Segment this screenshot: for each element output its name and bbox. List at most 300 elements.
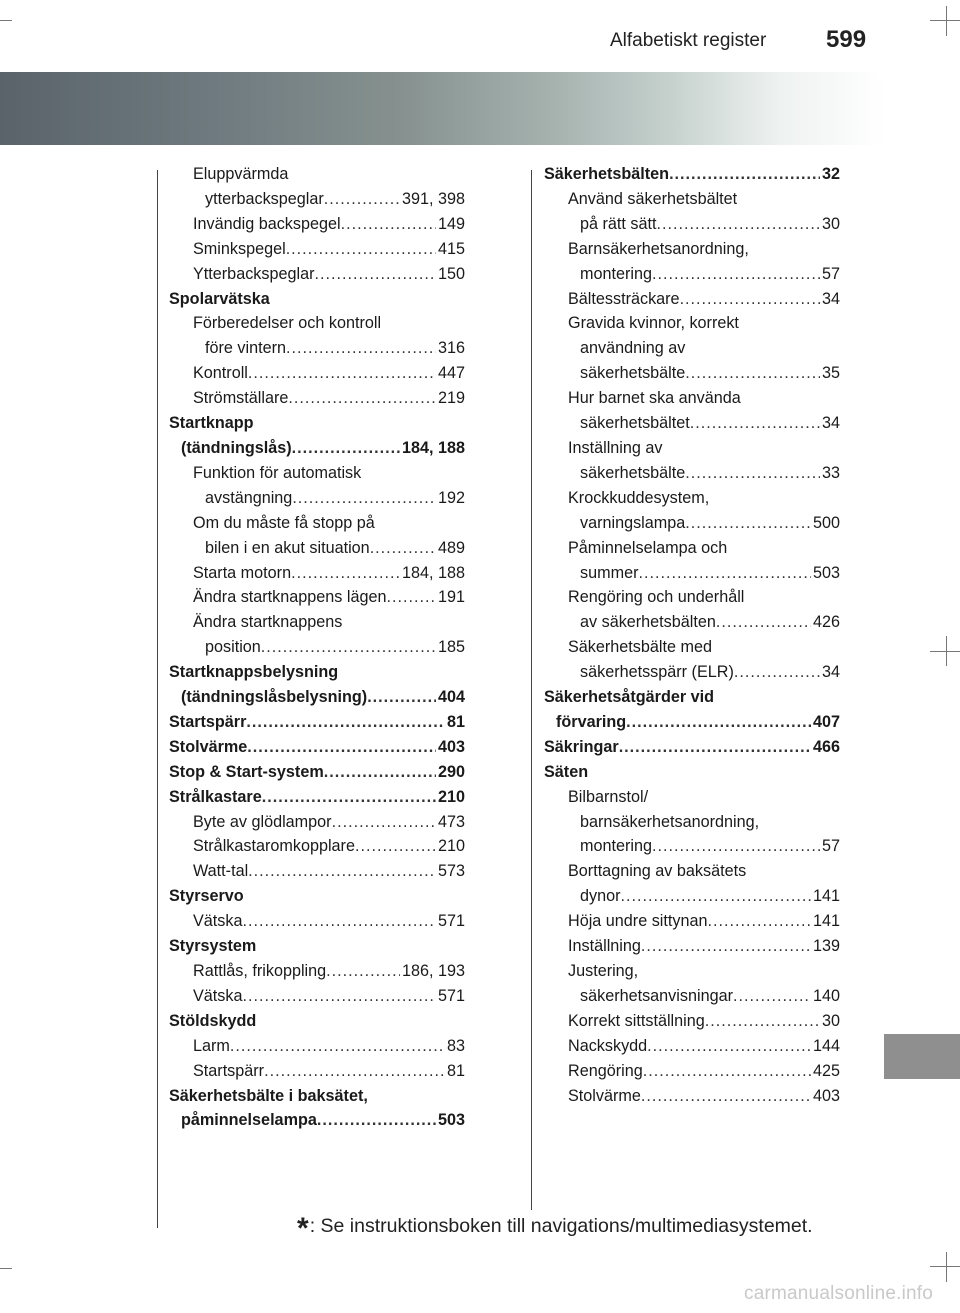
index-entry-sub xyxy=(544,1059,840,1084)
index-entry-term: Kontroll xyxy=(193,364,248,383)
dot-leader xyxy=(324,187,400,212)
index-entry-line xyxy=(568,834,840,859)
page-reference: 191 xyxy=(437,588,465,607)
dot-leader xyxy=(264,1059,445,1084)
page-reference: 33 xyxy=(821,463,840,482)
index-entry-main xyxy=(169,785,465,810)
index-entry-term: (tändningslåsbelysning) xyxy=(181,688,368,707)
page-reference: 186, 193 xyxy=(401,962,465,980)
dot-leader xyxy=(288,386,436,411)
index-entry-line xyxy=(568,1059,840,1084)
index-entry-term: position xyxy=(205,638,261,657)
index-entry-sub xyxy=(169,1034,465,1059)
index-entry-line xyxy=(568,785,840,810)
index-entry-term: Rengöring och underhåll xyxy=(568,588,745,607)
index-entry-sub xyxy=(544,909,840,934)
index-entry-line xyxy=(193,461,465,486)
page-reference: 426 xyxy=(812,613,840,632)
index-entry-term: Strålkastaromkopplare xyxy=(193,837,355,856)
dot-leader xyxy=(638,561,811,586)
index-entry-line xyxy=(193,536,465,561)
dot-leader xyxy=(733,984,811,1009)
index-entry-line xyxy=(193,1059,465,1084)
page-reference: 489 xyxy=(437,538,465,557)
index-entry-line xyxy=(193,386,465,411)
index-entry-line xyxy=(544,710,840,735)
index-entry-line xyxy=(193,909,465,934)
index-entry-line xyxy=(193,561,465,586)
index-entry-term: avstängning xyxy=(205,488,293,507)
page-reference: 30 xyxy=(821,214,840,233)
index-entry-sub xyxy=(169,262,465,287)
index-entry-term: Startknappsbelysning xyxy=(169,663,339,682)
index-entry-sub xyxy=(169,386,465,411)
index-entry-term: barnsäkerhetsanordning, xyxy=(580,812,760,831)
index-entry-sub xyxy=(169,311,465,361)
index-entry-sub xyxy=(169,959,465,984)
index-entry-line xyxy=(193,336,465,361)
index-entry-main xyxy=(544,162,840,187)
index-entry-term: Strömställare xyxy=(193,389,289,408)
index-entry-term: Starta motorn xyxy=(193,563,292,582)
index-entry-term: Om du måste få stopp på xyxy=(193,513,375,532)
page-reference: 210 xyxy=(437,837,465,856)
index-entry-term: Justering, xyxy=(568,962,639,980)
index-entry-line xyxy=(568,436,840,461)
page-reference: 403 xyxy=(812,1086,840,1105)
page-reference: 139 xyxy=(812,937,840,956)
index-entry-line xyxy=(193,486,465,511)
dot-leader xyxy=(641,1084,811,1109)
page-reference: 404 xyxy=(437,688,465,707)
dot-leader xyxy=(669,162,820,187)
index-entry-main xyxy=(169,660,465,710)
dot-leader xyxy=(262,785,436,810)
page-reference: 81 xyxy=(446,1061,465,1080)
index-entry-term: Krockkuddesystem, xyxy=(568,488,710,507)
index-entry-term: Borttagning av baksätets xyxy=(568,862,747,881)
index-entry-term: bilen i en akut situation xyxy=(205,538,370,557)
dot-leader xyxy=(619,735,811,760)
crop-mark xyxy=(930,1266,960,1267)
index-entry-term: Inställning xyxy=(568,937,641,956)
section-tab-marker xyxy=(884,1034,960,1079)
index-entry-term: Stöldskydd xyxy=(169,1011,257,1030)
crop-mark xyxy=(0,1268,12,1269)
dot-leader xyxy=(246,710,445,735)
index-entry-sub xyxy=(169,461,465,511)
index-entry-sub xyxy=(544,436,840,486)
index-entry-term: Startspärr xyxy=(169,712,247,731)
dot-leader xyxy=(292,436,400,461)
index-entry-term: användning av xyxy=(580,339,686,358)
dot-leader xyxy=(326,959,400,984)
index-entry-line xyxy=(193,511,465,536)
page-reference: 30 xyxy=(821,1011,840,1030)
index-entry-term: Säkerhetsbälte i baksätet, xyxy=(169,1086,368,1105)
dot-leader xyxy=(341,212,436,237)
page-reference: 571 xyxy=(437,912,465,931)
index-entry-sub xyxy=(544,934,840,959)
index-entry-term: Stolvärme xyxy=(568,1086,641,1105)
index-entry-line xyxy=(568,386,840,411)
index-entry-term: på rätt sätt xyxy=(580,214,657,233)
index-entry-term: Stolvärme xyxy=(169,737,248,756)
page-reference: 219 xyxy=(437,389,465,408)
index-entry-line xyxy=(568,511,840,536)
index-entry-term: Säkringar xyxy=(544,737,619,756)
crop-mark xyxy=(930,20,960,21)
page-reference: 571 xyxy=(437,986,465,1005)
index-entry-term: Byte av glödlampor xyxy=(193,812,332,831)
index-entry-line xyxy=(169,884,465,909)
index-entry-sub xyxy=(169,561,465,586)
dot-leader xyxy=(707,909,811,934)
page-reference: 503 xyxy=(437,1111,465,1130)
index-entry-main xyxy=(169,1009,465,1034)
index-column-left xyxy=(169,162,465,1133)
index-entry-line xyxy=(568,610,840,635)
index-entry-sub xyxy=(544,287,840,312)
index-entry-main xyxy=(544,735,840,760)
index-entry-term: Gravida kvinnor, korrekt xyxy=(568,314,739,333)
index-entry-sub xyxy=(544,311,840,386)
index-entry-line xyxy=(169,934,465,959)
index-entry-line xyxy=(568,959,840,984)
dot-leader xyxy=(652,834,820,859)
index-entry-sub xyxy=(544,585,840,635)
index-entry-line xyxy=(193,311,465,336)
dot-leader xyxy=(243,909,436,934)
crop-mark xyxy=(930,651,960,652)
page-reference: 32 xyxy=(821,165,840,183)
index-entry-sub xyxy=(169,984,465,1009)
dot-leader xyxy=(248,859,436,884)
page-reference: 391, 398 xyxy=(401,189,465,208)
page-reference: 34 xyxy=(821,289,840,308)
index-entry-line xyxy=(568,635,840,660)
index-entry-main xyxy=(169,735,465,760)
dot-leader xyxy=(734,660,820,685)
index-entry-term: Styrsystem xyxy=(169,937,257,956)
page-reference: 184, 188 xyxy=(401,438,465,457)
index-entry-line xyxy=(568,585,840,610)
index-entry-main xyxy=(169,884,465,909)
index-entry-main xyxy=(169,710,465,735)
index-entry-sub xyxy=(544,1009,840,1034)
index-column-right xyxy=(544,162,840,1108)
index-entry-main xyxy=(169,760,465,785)
index-entry-line xyxy=(193,361,465,386)
index-entry-line xyxy=(568,287,840,312)
index-entry-line xyxy=(169,710,465,735)
page-reference: 503 xyxy=(812,563,840,582)
dot-leader xyxy=(314,262,436,287)
page-reference: 144 xyxy=(812,1036,840,1055)
index-entry-main xyxy=(169,1084,465,1134)
index-entry-line xyxy=(169,785,465,810)
dot-leader xyxy=(680,287,820,312)
index-entry-term: Påminnelselampa och xyxy=(568,538,728,557)
dot-leader xyxy=(332,810,436,835)
index-entry-sub xyxy=(169,610,465,660)
page-reference: 473 xyxy=(437,812,465,831)
index-entry-sub xyxy=(544,536,840,586)
index-entry-term: Startspärr xyxy=(193,1061,265,1080)
index-entry-term: Watt-tal xyxy=(193,862,249,881)
dot-leader xyxy=(641,934,811,959)
page-reference: 184, 188 xyxy=(401,563,465,582)
index-entry-line xyxy=(544,735,840,760)
page-reference: 83 xyxy=(446,1036,465,1055)
index-entry-term: säkerhetsbältet xyxy=(580,414,690,433)
index-entry-sub xyxy=(169,237,465,262)
column-divider xyxy=(531,170,532,1210)
dot-leader xyxy=(716,610,811,635)
index-entry-term: Styrservo xyxy=(169,887,244,906)
index-entry-line xyxy=(193,187,465,212)
index-entry-line xyxy=(568,1084,840,1109)
page-reference: 425 xyxy=(812,1061,840,1080)
index-entry-line xyxy=(568,336,840,361)
dot-leader xyxy=(367,685,436,710)
index-entry-term: Startknapp xyxy=(169,414,254,433)
page-reference: 185 xyxy=(437,638,465,657)
index-entry-main xyxy=(169,934,465,959)
page-reference: 34 xyxy=(821,414,840,433)
page-reference: 447 xyxy=(437,364,465,383)
index-entry-term: Säkerhetsbälte med xyxy=(568,638,712,657)
index-entry-term: Säkerhetsbälten xyxy=(544,165,670,183)
page-reference: 573 xyxy=(437,862,465,881)
index-entry-line xyxy=(568,461,840,486)
footnote-text: : Se instruktionsboken till navigations/multimediasystemet. xyxy=(309,1215,813,1237)
footnote-marker: * xyxy=(297,1212,309,1245)
index-entry-line xyxy=(169,735,465,760)
dot-leader xyxy=(643,1059,811,1084)
footnote xyxy=(297,1212,813,1246)
dot-leader xyxy=(705,1009,820,1034)
index-entry-line xyxy=(544,760,840,785)
index-entry-line xyxy=(193,610,465,635)
index-entry-term: Inställning av xyxy=(568,438,663,457)
watermark: carmanualsonline.info xyxy=(744,1283,934,1304)
page-reference: 210 xyxy=(437,787,465,806)
index-entry-sub xyxy=(544,959,840,1009)
index-entry-main xyxy=(169,411,465,461)
index-entry-term: Använd säkerhetsbältet xyxy=(568,189,738,208)
index-entry-line xyxy=(193,237,465,262)
index-entry-line xyxy=(193,959,465,984)
page-reference: 57 xyxy=(821,837,840,856)
index-entry-line xyxy=(193,810,465,835)
index-entry-line xyxy=(193,834,465,859)
index-entry-term: Spolarvätska xyxy=(169,289,270,308)
index-entry-sub xyxy=(544,785,840,860)
dot-leader xyxy=(286,237,436,262)
index-entry-line xyxy=(568,859,840,884)
index-entry-term: Förberedelser och kontroll xyxy=(193,314,382,333)
index-entry-line xyxy=(544,685,840,710)
dot-leader xyxy=(324,760,436,785)
index-entry-line xyxy=(568,212,840,237)
index-entry-term: Ändra startknappens lägen xyxy=(193,588,387,607)
dot-leader xyxy=(652,262,820,287)
dot-leader xyxy=(317,1108,436,1133)
crop-mark xyxy=(946,1252,947,1282)
index-entry-line xyxy=(193,859,465,884)
dot-leader xyxy=(685,361,820,386)
dot-leader xyxy=(656,212,820,237)
header-banner xyxy=(0,72,886,145)
index-entry-sub xyxy=(169,162,465,212)
index-entry-line xyxy=(169,411,465,436)
index-entry-term: Hur barnet ska använda xyxy=(568,389,741,408)
index-entry-line xyxy=(568,361,840,386)
page-reference: 500 xyxy=(812,513,840,532)
dot-leader xyxy=(248,361,436,386)
index-entry-main xyxy=(169,287,465,312)
page-reference: 149 xyxy=(437,214,465,233)
page-reference: 34 xyxy=(821,663,840,682)
crop-mark xyxy=(946,6,947,36)
index-entry-term: säkerhetsspärr (ELR) xyxy=(580,663,734,682)
index-entry-line xyxy=(169,1084,465,1109)
index-entry-term: Rengöring xyxy=(568,1061,643,1080)
left-margin-rule xyxy=(157,170,158,1228)
index-entry-term: förvaring xyxy=(556,712,627,731)
index-entry-sub xyxy=(169,1059,465,1084)
index-entry-sub xyxy=(544,386,840,436)
index-entry-term: före vintern xyxy=(205,339,286,358)
dot-leader xyxy=(626,710,811,735)
page-reference: 466 xyxy=(812,737,840,756)
index-entry-line xyxy=(568,411,840,436)
index-entry-sub xyxy=(169,361,465,386)
index-entry-line xyxy=(193,635,465,660)
index-entry-line xyxy=(568,1009,840,1034)
index-entry-term: Rattlås, frikoppling xyxy=(193,962,327,980)
page-reference: 403 xyxy=(437,737,465,756)
page-reference: 192 xyxy=(437,488,465,507)
index-entry-sub xyxy=(169,511,465,561)
index-entry-line xyxy=(169,660,465,685)
index-entry-term: Säkerhetsåtgärder vid xyxy=(544,688,715,707)
index-entry-sub xyxy=(544,635,840,685)
index-entry-line xyxy=(193,984,465,1009)
index-entry-term: Höja undre sittynan xyxy=(568,912,708,931)
index-entry-sub xyxy=(544,187,840,237)
index-entry-term: summer xyxy=(580,563,639,582)
page-reference: 141 xyxy=(812,887,840,906)
index-entry-line xyxy=(193,262,465,287)
index-entry-line xyxy=(568,486,840,511)
page-reference: 316 xyxy=(437,339,465,358)
index-entry-term: Funktion för automatisk xyxy=(193,463,362,482)
index-entry-term: varningslampa xyxy=(580,513,686,532)
dot-leader xyxy=(386,585,436,610)
index-entry-line xyxy=(568,884,840,909)
index-entry-line xyxy=(568,187,840,212)
index-entry-sub xyxy=(169,810,465,835)
page-reference: 150 xyxy=(437,264,465,283)
index-entry-term: Korrekt sittställning xyxy=(568,1011,705,1030)
index-entry-term: Vätska xyxy=(193,986,243,1005)
dot-leader xyxy=(243,984,436,1009)
index-entry-line xyxy=(568,984,840,1009)
index-entry-line xyxy=(169,685,465,710)
index-entry-term: Säten xyxy=(544,762,589,781)
index-entry-term: Sminkspegel xyxy=(193,239,286,258)
index-entry-line xyxy=(169,436,465,461)
index-entry-term: Nackskydd xyxy=(568,1036,648,1055)
index-entry-line xyxy=(568,1034,840,1059)
index-entry-term: Bältessträckare xyxy=(568,289,680,308)
index-entry-term: säkerhetsanvisningar xyxy=(580,986,733,1005)
index-entry-sub xyxy=(169,585,465,610)
dot-leader xyxy=(247,735,436,760)
index-entry-main xyxy=(544,760,840,785)
dot-leader xyxy=(292,486,436,511)
crop-mark xyxy=(0,20,12,21)
dot-leader xyxy=(621,884,811,909)
index-entry-sub xyxy=(544,1084,840,1109)
index-entry-line xyxy=(568,536,840,561)
index-entry-line xyxy=(193,585,465,610)
index-entry-term: säkerhetsbälte xyxy=(580,463,686,482)
page-reference: 57 xyxy=(821,264,840,283)
index-entry-line xyxy=(568,262,840,287)
index-entry-term: säkerhetsbälte xyxy=(580,364,686,383)
page-reference: 415 xyxy=(437,239,465,258)
index-entry-main xyxy=(544,685,840,735)
index-entry-term: (tändningslås) xyxy=(181,438,292,457)
index-entry-term: Stop & Start-system xyxy=(169,762,324,781)
index-entry-term: Eluppvärmda xyxy=(193,165,289,183)
page-reference: 290 xyxy=(437,762,465,781)
index-entry-sub xyxy=(169,909,465,934)
index-entry-term: Ändra startknappens xyxy=(193,613,343,632)
index-entry-line xyxy=(568,660,840,685)
index-entry-line xyxy=(169,287,465,312)
index-entry-line xyxy=(568,909,840,934)
dot-leader xyxy=(685,511,811,536)
index-entry-line xyxy=(544,162,840,187)
section-title: Alfabetiskt register xyxy=(610,30,767,51)
index-entry-line xyxy=(568,311,840,336)
page-number: 599 xyxy=(826,26,867,53)
index-entry-term: ytterbackspeglar xyxy=(205,189,324,208)
dot-leader xyxy=(291,561,400,586)
index-entry-term: påminnelselampa xyxy=(181,1111,317,1130)
index-entry-sub xyxy=(544,486,840,536)
index-entry-line xyxy=(568,561,840,586)
index-entry-sub xyxy=(169,859,465,884)
index-entry-line xyxy=(193,1034,465,1059)
index-entry-line xyxy=(568,237,840,262)
index-entry-term: montering xyxy=(580,264,652,283)
index-entry-sub xyxy=(544,1034,840,1059)
page-reference: 35 xyxy=(821,364,840,383)
index-entry-term: Bilbarnstol/ xyxy=(568,787,649,806)
index-entry-line xyxy=(169,760,465,785)
index-entry-sub xyxy=(169,212,465,237)
page-reference: 81 xyxy=(446,712,465,731)
index-entry-term: Barnsäkerhetsanordning, xyxy=(568,239,749,258)
dot-leader xyxy=(286,336,436,361)
dot-leader xyxy=(690,411,820,436)
index-entry-sub xyxy=(169,834,465,859)
